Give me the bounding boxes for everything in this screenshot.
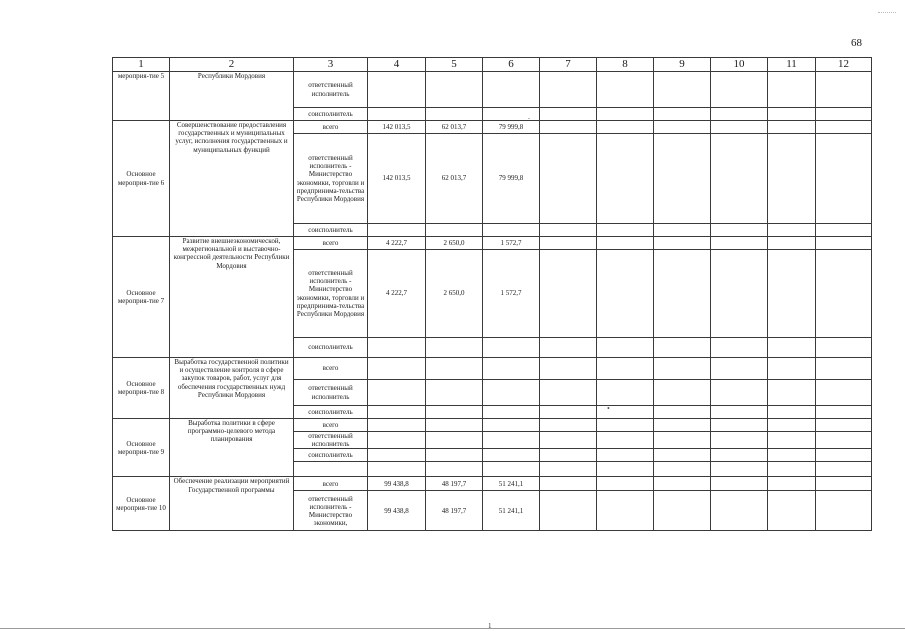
empty-cell [816,432,872,449]
amount-cell [368,462,426,477]
empty-cell [540,338,597,358]
role-cell: ответственный исполнитель - Министерство экономики, [294,491,368,531]
empty-cell [540,358,597,380]
amount-cell: 142 013,5 [368,121,426,134]
empty-cell [654,477,711,491]
empty-cell [654,134,711,224]
amount-cell: 1 572,7 [483,250,540,338]
empty-cell [540,224,597,237]
empty-cell [597,72,654,108]
empty-cell [654,338,711,358]
amount-cell [483,224,540,237]
amount-cell: 51 241,1 [483,491,540,531]
amount-cell [368,224,426,237]
measure-name: Республики Мордовия [170,72,294,121]
measure-name: Выработка государственной политики и осуществление контроля в сфере закупок товаров, работ, услуг для обеспечения государственных нужд Республики Мордовия [170,358,294,419]
column-header: 7 [540,58,597,72]
empty-cell [711,358,768,380]
empty-cell [768,237,816,250]
amount-cell [368,406,426,419]
empty-cell [768,477,816,491]
column-header: 10 [711,58,768,72]
table-row [113,237,872,250]
amount-cell [483,406,540,419]
empty-cell [768,358,816,380]
empty-cell [768,419,816,432]
empty-cell [597,491,654,531]
amount-cell [368,338,426,358]
measure-label: Основное мероприя-тие 10 [113,477,170,531]
empty-cell [540,237,597,250]
empty-cell [654,406,711,419]
empty-cell [654,72,711,108]
empty-cell [597,108,654,121]
empty-cell [768,449,816,462]
empty-cell [597,338,654,358]
empty-cell [816,449,872,462]
amount-cell [426,224,483,237]
column-header: 9 [654,58,711,72]
empty-cell [540,72,597,108]
empty-cell [597,237,654,250]
empty-cell [654,121,711,134]
column-header: 5 [426,58,483,72]
empty-cell [597,449,654,462]
measure-name: Развитие внешнеэкономической, межрегиональной и выставочно-конгрессной деятельности Республики Мордовия [170,237,294,358]
amount-cell [368,358,426,380]
amount-cell: 142 013,5 [368,134,426,224]
empty-cell [711,449,768,462]
amount-cell: 99 438,8 [368,491,426,531]
table-row [113,358,872,380]
empty-cell [711,72,768,108]
empty-cell [597,250,654,338]
empty-cell [768,338,816,358]
measure-name: Выработка политики в сфере программно-целевого метода планирования [170,419,294,477]
amount-cell [426,406,483,419]
empty-cell [654,237,711,250]
measure-label: мероприя-тие 5 [113,72,170,121]
column-header: 1 [113,58,170,72]
empty-cell [540,134,597,224]
empty-cell [816,338,872,358]
empty-cell [768,108,816,121]
empty-cell [816,72,872,108]
empty-cell [711,462,768,477]
column-header: 2 [170,58,294,72]
amount-cell [368,380,426,406]
empty-cell [816,250,872,338]
amount-cell: 48 197,7 [426,477,483,491]
amount-cell: 79 999,8 [483,121,540,134]
empty-cell [654,432,711,449]
empty-cell [540,477,597,491]
budget-table [112,57,872,531]
empty-cell [654,491,711,531]
scan-dot: • [607,404,610,413]
amount-cell [426,358,483,380]
role-cell: соисполнитель [294,406,368,419]
measure-name: Обеспечение реализации мероприятий Государственной программы [170,477,294,531]
amount-cell [426,462,483,477]
amount-cell [483,338,540,358]
empty-cell [816,477,872,491]
empty-cell [711,477,768,491]
column-header: 11 [768,58,816,72]
empty-cell [711,237,768,250]
column-header: 6 [483,58,540,72]
empty-cell [768,406,816,419]
empty-cell [711,134,768,224]
measure-label: Основное мероприя-тие 8 [113,358,170,419]
amount-cell [483,72,540,108]
empty-cell [540,432,597,449]
empty-cell [597,121,654,134]
empty-cell [768,432,816,449]
empty-cell [711,224,768,237]
empty-cell [540,419,597,432]
empty-cell [540,250,597,338]
amount-cell [426,108,483,121]
amount-cell [368,108,426,121]
empty-cell [816,237,872,250]
column-header: 4 [368,58,426,72]
empty-cell [654,108,711,121]
amount-cell: 62 013,7 [426,134,483,224]
amount-cell [368,449,426,462]
column-header: 3 [294,58,368,72]
empty-cell [816,406,872,419]
empty-cell [816,108,872,121]
empty-cell [711,419,768,432]
empty-cell [816,419,872,432]
empty-cell [816,134,872,224]
amount-cell [426,338,483,358]
amount-cell: 51 241,1 [483,477,540,491]
role-cell: всего [294,237,368,250]
empty-cell [597,477,654,491]
empty-cell [768,380,816,406]
measure-label: Основное мероприя-тие 9 [113,419,170,477]
table-row [113,477,872,491]
scan-dot: . [528,112,530,121]
empty-cell [597,406,654,419]
empty-cell [654,419,711,432]
amount-cell: 79 999,8 [483,134,540,224]
empty-cell [654,449,711,462]
empty-cell [711,432,768,449]
scan-mark: 1 [488,622,492,630]
role-cell: соисполнитель [294,224,368,237]
amount-cell [483,380,540,406]
empty-cell [654,250,711,338]
amount-cell: 2 650,0 [426,237,483,250]
empty-cell [768,224,816,237]
empty-cell [597,419,654,432]
amount-cell [483,462,540,477]
amount-cell [368,72,426,108]
empty-cell [654,462,711,477]
empty-cell [711,491,768,531]
column-header: 8 [597,58,654,72]
role-cell: ответственный исполнитель [294,72,368,108]
empty-cell [816,121,872,134]
measure-name: Совершенствование предоставления государственных и муниципальных услуг, исполнения государственных и муниципальных функций [170,121,294,237]
empty-cell [711,406,768,419]
header-row [113,58,872,72]
role-cell: всего [294,121,368,134]
measure-label: Основное мероприя-тие 6 [113,121,170,237]
role-cell: ответственный исполнитель [294,432,368,449]
role-cell: ответственный исполнитель [294,380,368,406]
empty-cell [540,406,597,419]
empty-cell [597,224,654,237]
amount-cell [483,419,540,432]
empty-cell [540,121,597,134]
empty-cell [654,358,711,380]
amount-cell [483,449,540,462]
empty-cell [711,338,768,358]
table-row [113,419,872,432]
empty-cell [711,380,768,406]
amount-cell [426,432,483,449]
empty-cell [768,250,816,338]
empty-cell [816,380,872,406]
amount-cell [426,380,483,406]
amount-cell [426,72,483,108]
empty-cell [768,121,816,134]
empty-cell [597,134,654,224]
role-cell: ответственный исполнитель - Министерство экономики, торговли и предпринима-тельства Республики Мордовия [294,250,368,338]
amount-cell [368,432,426,449]
scan-edge-line [0,628,905,629]
table-row [113,121,872,134]
amount-cell: 48 197,7 [426,491,483,531]
amount-cell: 1 572,7 [483,237,540,250]
empty-cell [816,358,872,380]
empty-cell [540,462,597,477]
empty-cell [711,108,768,121]
amount-cell [426,419,483,432]
empty-cell [768,491,816,531]
page-number: 68 [851,37,862,49]
role-cell: всего [294,358,368,380]
amount-cell [426,449,483,462]
amount-cell [483,108,540,121]
empty-cell [597,432,654,449]
empty-cell [816,462,872,477]
role-cell: всего [294,419,368,432]
role-cell: соисполнитель [294,108,368,121]
empty-cell [597,462,654,477]
empty-cell [540,380,597,406]
amount-cell: 4 222,7 [368,250,426,338]
empty-cell [711,250,768,338]
role-cell: ответственный исполнитель - Министерство экономики, торговли и предпринима-тельства Республики Мордовия [294,134,368,224]
empty-cell [768,462,816,477]
role-cell: соисполнитель [294,449,368,462]
amount-cell [368,419,426,432]
role-cell: соисполнитель [294,338,368,358]
amount-cell: 2 650,0 [426,250,483,338]
empty-cell [540,108,597,121]
amount-cell [483,358,540,380]
measure-label: Основное мероприя-тие 7 [113,237,170,358]
role-cell: всего [294,477,368,491]
empty-cell [768,72,816,108]
amount-cell [483,432,540,449]
amount-cell: 62 013,7 [426,121,483,134]
role-cell [294,462,368,477]
table-row [113,72,872,108]
scan-artifact [878,12,896,13]
empty-cell [768,134,816,224]
amount-cell: 4 222,7 [368,237,426,250]
empty-cell [597,358,654,380]
empty-cell [816,224,872,237]
empty-cell [597,380,654,406]
empty-cell [816,491,872,531]
empty-cell [654,224,711,237]
column-header: 12 [816,58,872,72]
amount-cell: 99 438,8 [368,477,426,491]
empty-cell [711,121,768,134]
empty-cell [654,380,711,406]
empty-cell [540,449,597,462]
empty-cell [540,491,597,531]
